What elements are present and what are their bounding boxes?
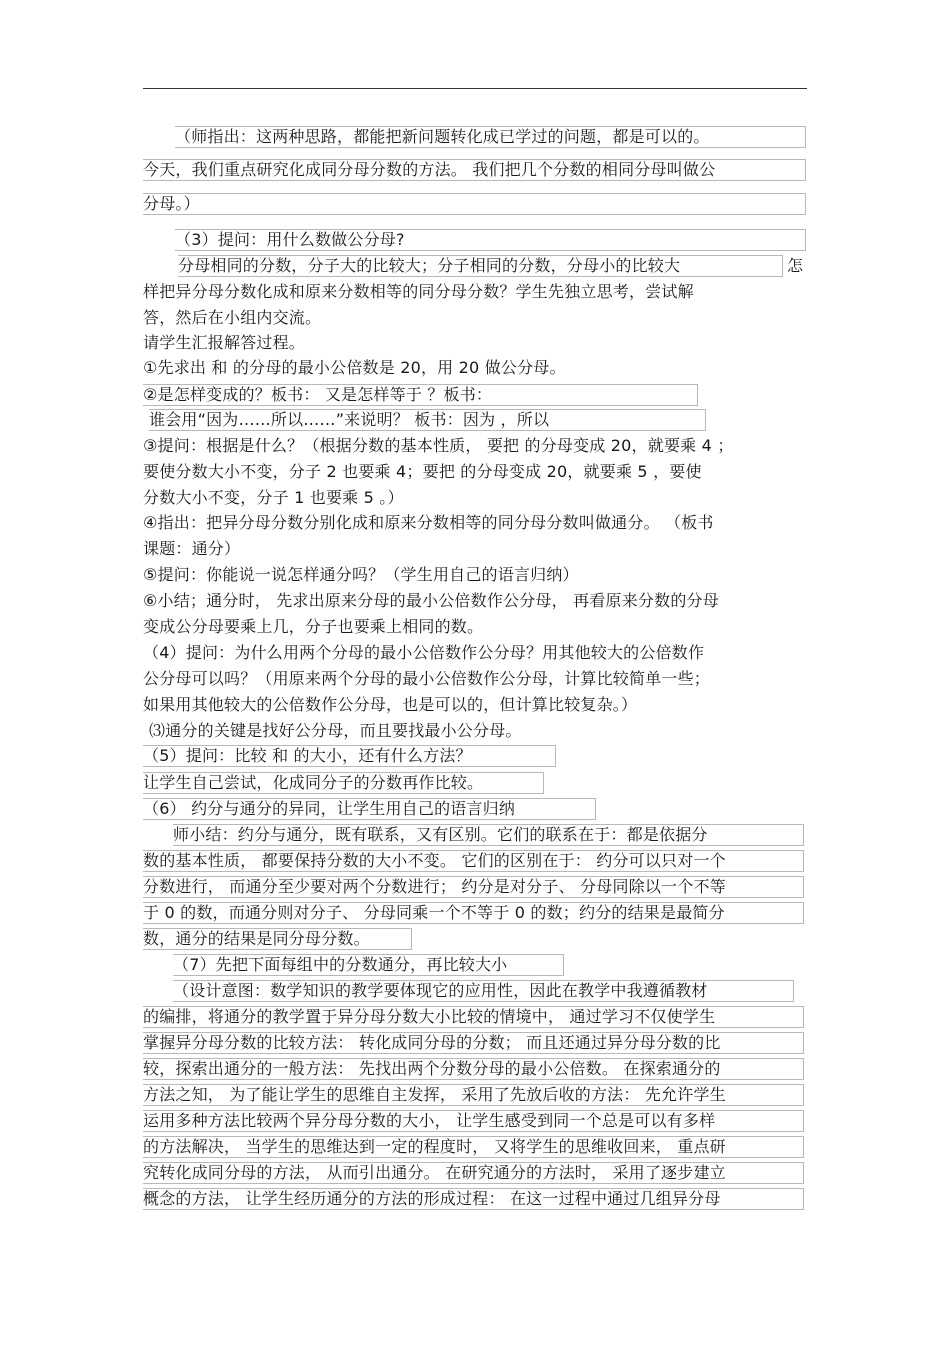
text-line: 要使分数大小不变，分子 2 也要乘 4；要把 的分母变成 20，就要乘 5 ，要使 (143, 462, 702, 481)
text-line: 分母相同的分数，分子大的比较大；分子相同的分数，分母小的比较大 (178, 255, 783, 277)
text-line: 掌握异分母分数的比较方法： 转化成同分母的分数； 而且还通过异分母分数的比 (143, 1032, 804, 1054)
text-line: 今天，我们重点研究化成同分母分数的方法。 我们把几个分数的相同分母叫做公 (143, 159, 806, 181)
text-line: 方法之知， 为了能让学生的思维自主发挥， 采用了先放后收的方法： 先允许学生 (143, 1084, 804, 1106)
header-rule (143, 88, 807, 89)
text-line: 如果用其他较大的公倍数作公分母，也是可以的，但计算比较复杂。） (143, 695, 638, 714)
text-line: （4）提问：为什么用两个分母的最小公倍数作公分母？用其他较大的公倍数作 (143, 643, 705, 662)
text-line: （设计意图：数学知识的教学要体现它的应用性，因此在教学中我遵循教材 (173, 980, 794, 1002)
text-line: 请学生汇报解答过程。 (143, 333, 306, 352)
text-line: 分数进行， 而通分至少要对两个分数进行； 约分是对分子、 分母同除以一个不等 (143, 876, 804, 898)
text-line: 公分母可以吗？（用原来两个分母的最小公倍数作公分母，计算比较简单一些； (143, 669, 711, 688)
text-line: （6） 约分与通分的异同，让学生用自己的语言归纳 (143, 798, 596, 820)
text-line: （3）提问：用什么数做公分母? (175, 229, 806, 251)
text-line: 究转化成同分母的方法， 从而引出通分。 在研究通分的方法时， 采用了逐步建立 (143, 1162, 804, 1184)
text-line: （师指出：这两种思路，都能把新问题转化成已学过的问题，都是可以的。 (175, 126, 806, 148)
text-line: 的编排，将通分的教学置于异分母分数大小比较的情境中， 通过学习不仅使学生 (143, 1006, 804, 1028)
text-line: 运用多种方法比较两个异分母分数的大小， 让学生感受到同一个总是可以有多样 (143, 1110, 804, 1132)
text-line: 谁会用“因为……所以……”来说明？ 板书：因为 ，所以 (149, 409, 706, 431)
text-line: 较，探索出通分的一般方法： 先找出两个分数分母的最小公倍数。 在探索通分的 (143, 1058, 804, 1080)
text-line: 分数大小不变，分子 1 也要乘 5 。） (143, 488, 404, 507)
text-line: ③提问：根据是什么？（根据分数的基本性质， 要把 的分母变成 20，就要乘 4 ； (143, 436, 734, 455)
text-line: 怎 (787, 256, 804, 275)
text-line: 答，然后在小组内交流。 (143, 308, 322, 327)
text-line: 数，通分的结果是同分母分数。 (143, 928, 412, 950)
text-line: 样把异分母分数化成和原来分数相等的同分母分数？学生先独立思考，尝试解 (143, 282, 694, 301)
text-line: ⑶通分的关键是找好公分母，而且要找最小公分母。 (149, 721, 522, 740)
text-line: 数的基本性质， 都要保持分数的大小不变。 它们的区别在于： 约分可以只对一个 (143, 850, 804, 872)
text-line: ④指出：把异分母分数分别化成和原来分数相等的同分母分数叫做通分。 （板书 (143, 513, 714, 532)
text-line: 师小结：约分与通分，既有联系，又有区别。它们的联系在于：都是依据分 (173, 824, 804, 846)
text-line: 概念的方法， 让学生经历通分的方法的形成过程： 在这一过程中通过几组异分母 (143, 1188, 804, 1210)
text-line: 于 0 的数，而通分则对分子、 分母同乘一个不等于 0 的数；约分的结果是最简分 (143, 902, 804, 924)
text-line: ②是怎样变成的？板书： 又是怎样等于 ？板书： (143, 384, 698, 406)
text-line: （5）提问：比较 和 的大小，还有什么方法？ (143, 745, 556, 767)
text-line: （7）先把下面每组中的分数通分，再比较大小 (173, 954, 564, 976)
text-line: 让学生自己尝试，化成同分子的分数再作比较。 (143, 772, 544, 794)
text-line: ⑤提问：你能说一说怎样通分吗？（学生用自己的语言归纳） (143, 565, 579, 584)
text-line: 分母。） (143, 193, 806, 215)
text-line: 变成公分母要乘上几，分子也要乘上相同的数。 (143, 617, 484, 636)
text-line: 课题：通分） (143, 539, 241, 558)
text-line: ①先求出 和 的分母的最小公倍数是 20，用 20 做公分母。 (143, 358, 566, 377)
text-line: ⑥小结；通分时， 先求出原来分母的最小公倍数作公分母， 再看原来分数的分母 (143, 591, 719, 610)
text-line: 的方法解决， 当学生的思维达到一定的程度时， 又将学生的思维收回来， 重点研 (143, 1136, 804, 1158)
